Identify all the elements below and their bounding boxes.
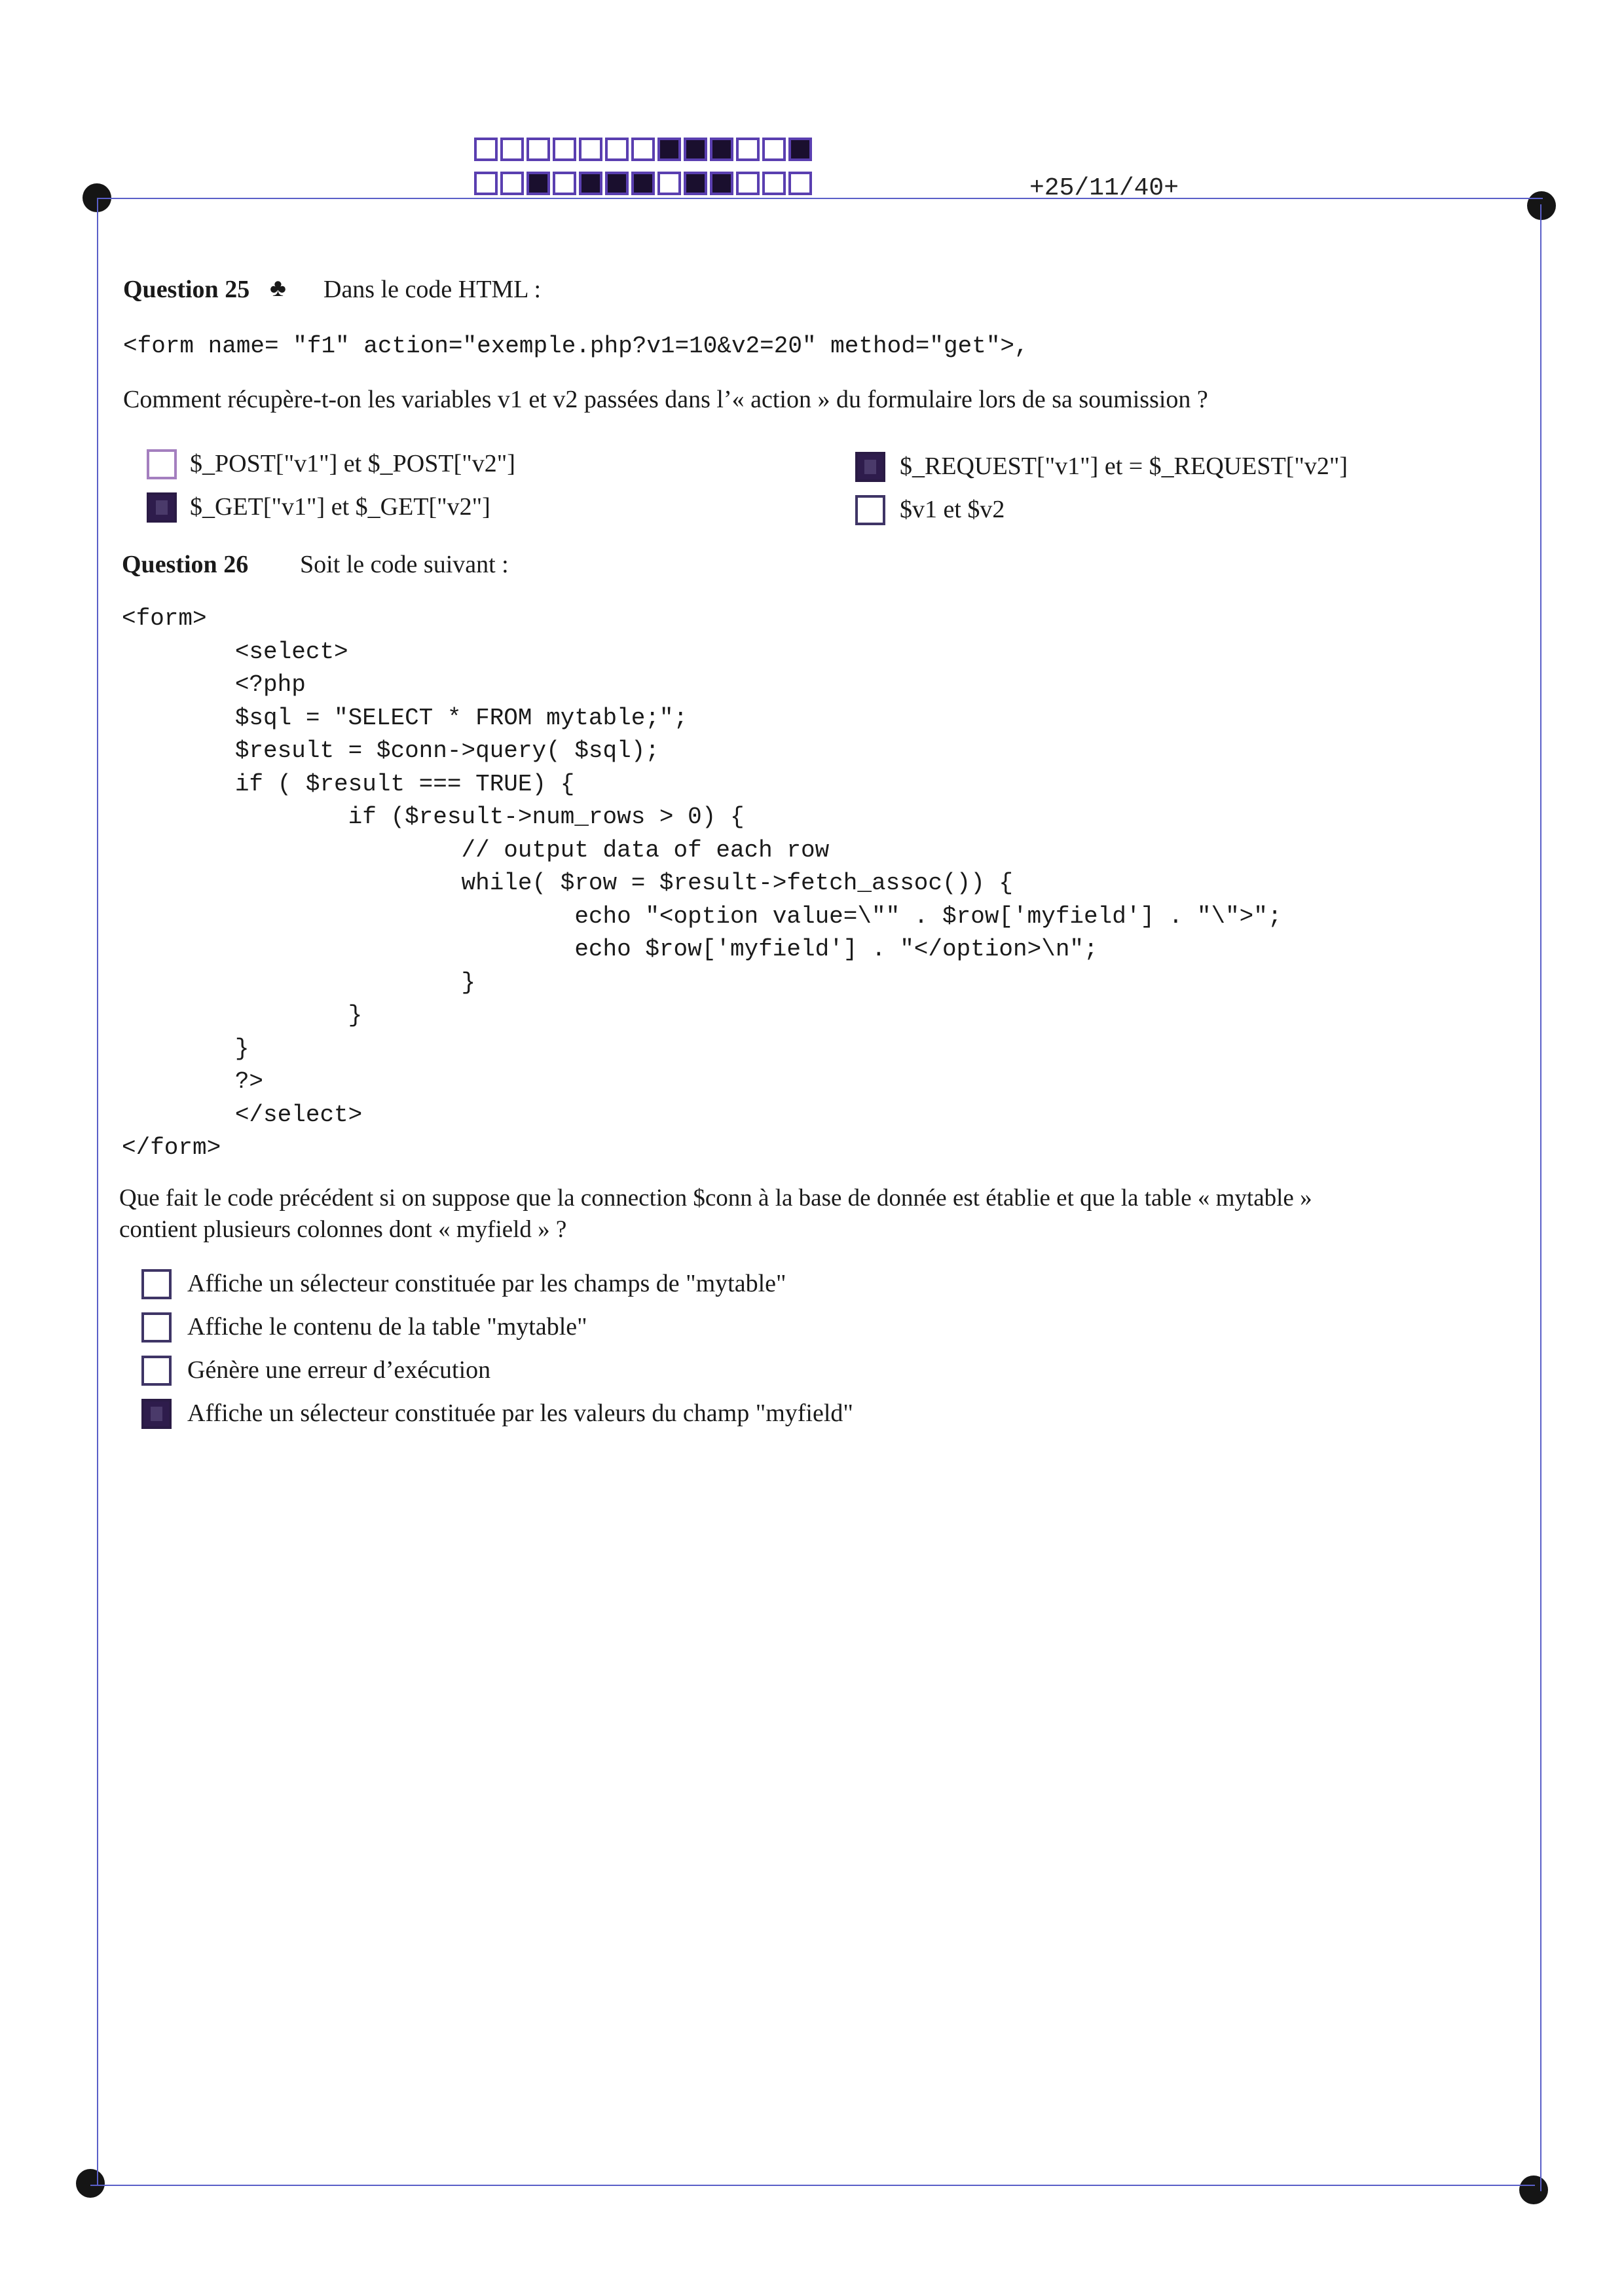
q26-answer-4-text: Affiche un sélecteur constituée par les valeurs du champ "myfield" xyxy=(187,1399,853,1427)
code-line: // output data of each row xyxy=(122,836,830,864)
row2-cell-9 xyxy=(710,172,733,195)
club-icon: ♣ xyxy=(270,274,286,302)
row1-cell-2 xyxy=(526,138,550,161)
row2-cell-10 xyxy=(736,172,760,195)
q25-answer-4-checkbox[interactable] xyxy=(855,495,885,525)
code-line: echo $row['myfield'] . "</option>\n"; xyxy=(122,936,1098,963)
code-line: <?php xyxy=(122,671,306,698)
code-line: ?> xyxy=(122,1068,264,1095)
row2-cell-0 xyxy=(474,172,498,195)
q26-answer-3-text: Génère une erreur d’exécution xyxy=(187,1356,491,1384)
frame-bottom xyxy=(90,2185,1535,2186)
q26-answer-1-checkbox[interactable] xyxy=(141,1269,172,1299)
code-line: if ($result->num_rows > 0) { xyxy=(122,804,745,830)
q25-answer-2-text: $_REQUEST["v1"] et = $_REQUEST["v2"] xyxy=(900,453,1348,480)
q26-answer-4-checkbox[interactable] xyxy=(141,1399,172,1429)
row2-cell-5 xyxy=(605,172,629,195)
row2-cell-4 xyxy=(579,172,602,195)
q25-intro: Dans le code HTML : xyxy=(323,276,542,303)
q25-answer-2-checkbox[interactable] xyxy=(855,452,885,482)
q26-answer-3-checkbox[interactable] xyxy=(141,1356,172,1386)
code-line: $sql = "SELECT * FROM mytable;"; xyxy=(122,704,688,731)
row1-cell-10 xyxy=(736,138,760,161)
row1-cell-1 xyxy=(500,138,524,161)
q25-code: <form name= "f1" action="exemple.php?v1=10&v2=20" method="get">, xyxy=(123,333,1029,360)
frame-left xyxy=(97,198,98,2185)
row1-cell-6 xyxy=(631,138,655,161)
q25-label: Question 25 xyxy=(123,276,250,303)
registration-mark-bottom-left xyxy=(76,2169,105,2198)
q25-answer-3-checkbox[interactable] xyxy=(147,492,177,523)
frame-right xyxy=(1540,204,1541,2191)
code-line: while( $row = $result->fetch_assoc()) { xyxy=(122,870,1014,897)
row1-cell-5 xyxy=(605,138,629,161)
q26-prompt-line-2: contient plusieurs colonnes dont « myfield » ? xyxy=(119,1216,567,1243)
q25-answer-1-text: $_POST["v1"] et $_POST["v2"] xyxy=(190,450,515,477)
binary-code-row-1 xyxy=(474,138,815,161)
row1-cell-3 xyxy=(553,138,576,161)
q26-prompt-line-1: Que fait le code précédent si on suppose que la connection $conn à la base de donnée est établie et que la table « mytable » xyxy=(119,1185,1312,1212)
code-line: echo "<option value=\"" . $row['myfield'] . "\">"; xyxy=(122,902,1282,930)
code-line: </form> xyxy=(122,1134,221,1161)
q25-answer-1-checkbox[interactable] xyxy=(147,449,177,479)
code-line: } xyxy=(122,1035,249,1062)
q26-intro: Soit le code suivant : xyxy=(300,551,509,578)
row1-cell-0 xyxy=(474,138,498,161)
registration-mark-top-right xyxy=(1527,191,1556,220)
q25-prompt: Comment récupère-t-on les variables v1 et v2 passées dans l’« action » du formulaire lors de sa soumission ? xyxy=(123,386,1208,413)
row1-cell-9 xyxy=(710,138,733,161)
code-line: <form> xyxy=(122,605,207,632)
code-line: </select> xyxy=(122,1101,363,1128)
code-line: $result = $conn->query( $sql); xyxy=(122,737,659,764)
page-id: +25/11/40+ xyxy=(1029,174,1179,202)
code-line: } xyxy=(122,1002,363,1029)
q25-answer-4-text: $v1 et $v2 xyxy=(900,496,1005,523)
row1-cell-12 xyxy=(788,138,812,161)
row2-cell-7 xyxy=(657,172,681,195)
row1-cell-11 xyxy=(762,138,786,161)
row1-cell-7 xyxy=(657,138,681,161)
q26-answer-2-text: Affiche le contenu de la table "mytable" xyxy=(187,1313,587,1341)
code-line: if ( $result === TRUE) { xyxy=(122,770,575,798)
row1-cell-4 xyxy=(579,138,602,161)
code-line: } xyxy=(122,969,476,996)
row2-cell-1 xyxy=(500,172,524,195)
q26-label: Question 26 xyxy=(122,551,249,578)
row2-cell-3 xyxy=(553,172,576,195)
q25-answer-3-text: $_GET["v1"] et $_GET["v2"] xyxy=(190,493,490,521)
row2-cell-6 xyxy=(631,172,655,195)
registration-mark-bottom-right xyxy=(1519,2176,1548,2204)
row2-cell-2 xyxy=(526,172,550,195)
binary-code-row-2 xyxy=(474,172,815,195)
code-line: <select> xyxy=(122,638,348,665)
q26-answer-1-text: Affiche un sélecteur constituée par les champs de "mytable" xyxy=(187,1270,786,1297)
frame-top xyxy=(98,198,1543,199)
row2-cell-8 xyxy=(684,172,707,195)
q26-answer-2-checkbox[interactable] xyxy=(141,1312,172,1342)
row2-cell-11 xyxy=(762,172,786,195)
row2-cell-12 xyxy=(788,172,812,195)
row1-cell-8 xyxy=(684,138,707,161)
